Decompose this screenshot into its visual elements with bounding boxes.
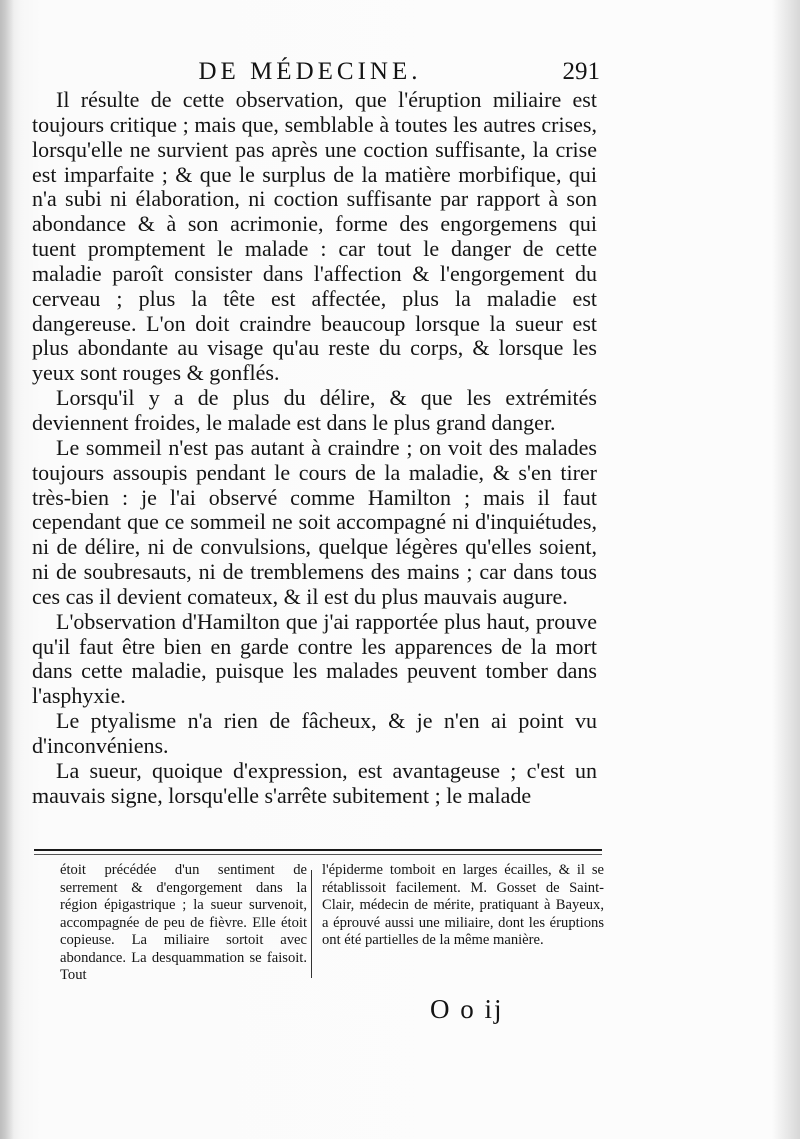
running-title: DE MÉDECINE.: [198, 58, 422, 85]
footnote-rule: [34, 849, 602, 851]
paragraph: L'observation d'Hamilton que j'ai rapportée plus haut, prouve qu'il faut être bien en garde contre les apparences de la mort dans cette maladie, puisque les malades peuvent tomber dans l'asphyxie.: [32, 608, 597, 709]
footnote-rule-thin: [34, 854, 602, 855]
footnote-column-divider: [311, 870, 312, 978]
footnotes: [60, 862, 602, 987]
paragraph: Lorsqu'il y a de plus du délire, & que les extrémités deviennent froides, le malade est dans le plus grand danger.: [32, 385, 597, 435]
paragraph: Le sommeil n'est pas autant à craindre ; on voit des malades toujours assoupis pendant le cours de la maladie, & s'en tirer très-bien : je l'ai observé comme Hamilton ; mais il faut cependant que ce sommeil ne soit accompagné ni d'inquiétudes, ni de délire, ni de convulsions, quelque légères qu'elles soient, ni de soubresauts, ni de tremblemens des mains ; car dans tous ces cas il devient comateux, & il est du plus mauvais augure.: [32, 434, 597, 609]
paragraph: Le ptyalisme n'a rien de fâcheux, & je n'en ai point vu d'inconvéniens.: [32, 708, 597, 758]
footnote-right-column: l'épiderme tomboit en larges écailles, & il se rétablissoit facilement. M. Gosset de Saint-Clair, médecin de mérite, pratiquant à Bayeux, a éprouvé aussi une miliaire, dont les éruptions ont été partielles de la même manière.: [322, 862, 604, 948]
footnote-left-column: étoit précédée d'un sentiment de serrement & d'engorgement dans la région épigastrique ; la sueur survenoit, accompagnée de peu de fièvre. Elle étoit copieuse. La miliaire sortoit avec abondance. La desquammation se faisoit. Tout: [60, 862, 307, 983]
page-edge-shadow: [772, 0, 800, 1139]
paragraph: Il résulte de cette observation, que l'éruption miliaire est toujours critique ; mais que, semblable à toutes les autres crises, lorsqu'elle ne survient pas après une coction suffisante, la crise est imparfaite ; & que le surplus de la matière morbifique, qui n'a subi ni élaboration, ni coction suffisante par rapport à son abondance & à son acrimonie, forme des engorgemens qui tuent promptement le malade : car tout le danger de cette maladie paroît consister dans l'affection & l'engorgement du cerveau ; plus la tête est affectée, plus la maladie est dangereuse. L'on doit craindre beaucoup lorsque la sueur est plus abondante au visage qu'au reste du corps, & lorsque les yeux sont rouges & gonflés.: [32, 87, 597, 386]
page-header: [160, 58, 600, 88]
main-text: [32, 88, 597, 808]
gutter-shadow: [0, 0, 14, 1139]
paragraph: La sueur, quoique d'expression, est avantageuse ; c'est un mauvais signe, lorsqu'elle s'arrête subitement ; le malade: [32, 757, 597, 808]
page-number: 291: [562, 58, 600, 85]
signature-mark: O o ij: [430, 994, 504, 1024]
